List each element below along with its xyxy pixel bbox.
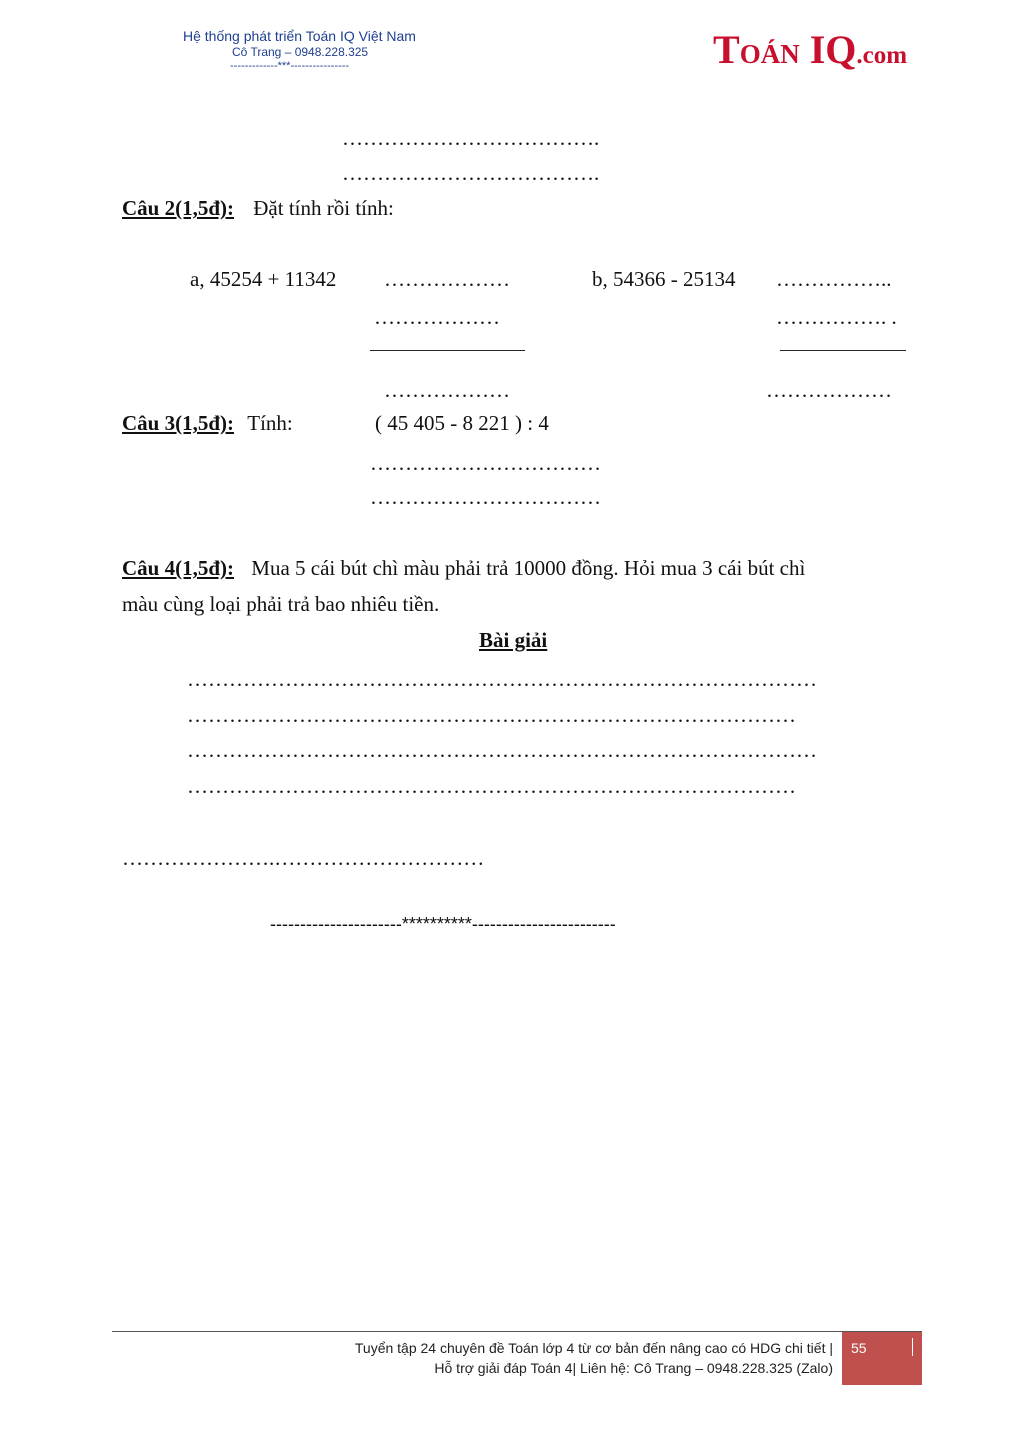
final-answer-line: ………………….…………………………: [122, 846, 485, 870]
question-2: [122, 198, 394, 219]
solution-title: Bài giải: [479, 628, 548, 652]
q2-b-difference-rule: [780, 350, 906, 351]
logo-text-t: T: [713, 27, 740, 72]
q2-a-line-2: ………………: [374, 305, 500, 329]
q2-a-result-line: ………………: [384, 378, 510, 402]
q2-a-expression: a, 45254 + 11342: [190, 267, 337, 291]
solution-line: ………………………………………………………………………………: [187, 667, 817, 691]
header-org: Hệ thống phát triển Toán IQ Việt Nam: [183, 28, 416, 44]
question-2-label: Câu 2(1,5đ):: [122, 196, 235, 220]
answer-line: ……………………………….: [342, 126, 600, 150]
solution-line: ……………………………………………………………………………: [187, 703, 796, 727]
q2-b-line-2: ……………. .: [776, 305, 897, 329]
q2-a-sum-rule: [370, 350, 525, 351]
footer-rule: [112, 1331, 922, 1332]
toan-iq-logo: [713, 27, 908, 72]
question-3-label: Câu 3(1,5đ):: [122, 411, 235, 435]
page-number-box-divider: [912, 1338, 913, 1356]
logo-text-com: .com: [856, 42, 908, 69]
question-3: [122, 413, 293, 434]
question-4: [122, 558, 805, 579]
question-3-expression: ( 45 405 - 8 221 ) : 4: [375, 411, 549, 435]
logo-text-iq: IQ: [799, 27, 857, 72]
question-4-label: Câu 4(1,5đ):: [122, 556, 235, 580]
answer-line: ……………………………….: [342, 161, 600, 185]
question-4-text-line-1: Mua 5 cái bút chì màu phải trả 10000 đồng. Hỏi mua 3 cái bút chì: [251, 556, 806, 580]
page-number: 55: [851, 1340, 867, 1356]
header-divider: -------------***----------------: [230, 60, 350, 72]
page-number-box: [842, 1332, 922, 1385]
end-divider: ----------------------**********------------------------: [270, 914, 616, 934]
footer-line-2: Hỗ trợ giải đáp Toán 4| Liên hệ: Cô Trang – 0948.228.325 (Zalo): [434, 1360, 833, 1376]
question-2-text: Đặt tính rồi tính:: [253, 196, 394, 220]
q3-answer-line: ……………………………: [370, 485, 601, 509]
question-3-text: Tính:: [247, 411, 293, 435]
q2-b-line-1: ……………..: [776, 267, 892, 291]
solution-line: ……………………………………………………………………………: [187, 774, 796, 798]
q2-a-line-1: ………………: [384, 267, 510, 291]
footer-line-1: Tuyển tập 24 chuyên đề Toán lớp 4 từ cơ bản đến nâng cao có HDG chi tiết |: [354, 1340, 833, 1356]
question-4-text-line-2: màu cùng loại phải trả bao nhiêu tiền.: [122, 592, 440, 616]
q2-b-result-line: ………………: [766, 378, 892, 402]
solution-line: ………………………………………………………………………………: [187, 738, 817, 762]
q3-answer-line: ……………………………: [370, 451, 601, 475]
logo-text-oan: OÁN: [739, 39, 800, 69]
q2-b-expression: b, 54366 - 25134: [592, 267, 736, 291]
header-contact: Cô Trang – 0948.228.325: [232, 45, 369, 59]
